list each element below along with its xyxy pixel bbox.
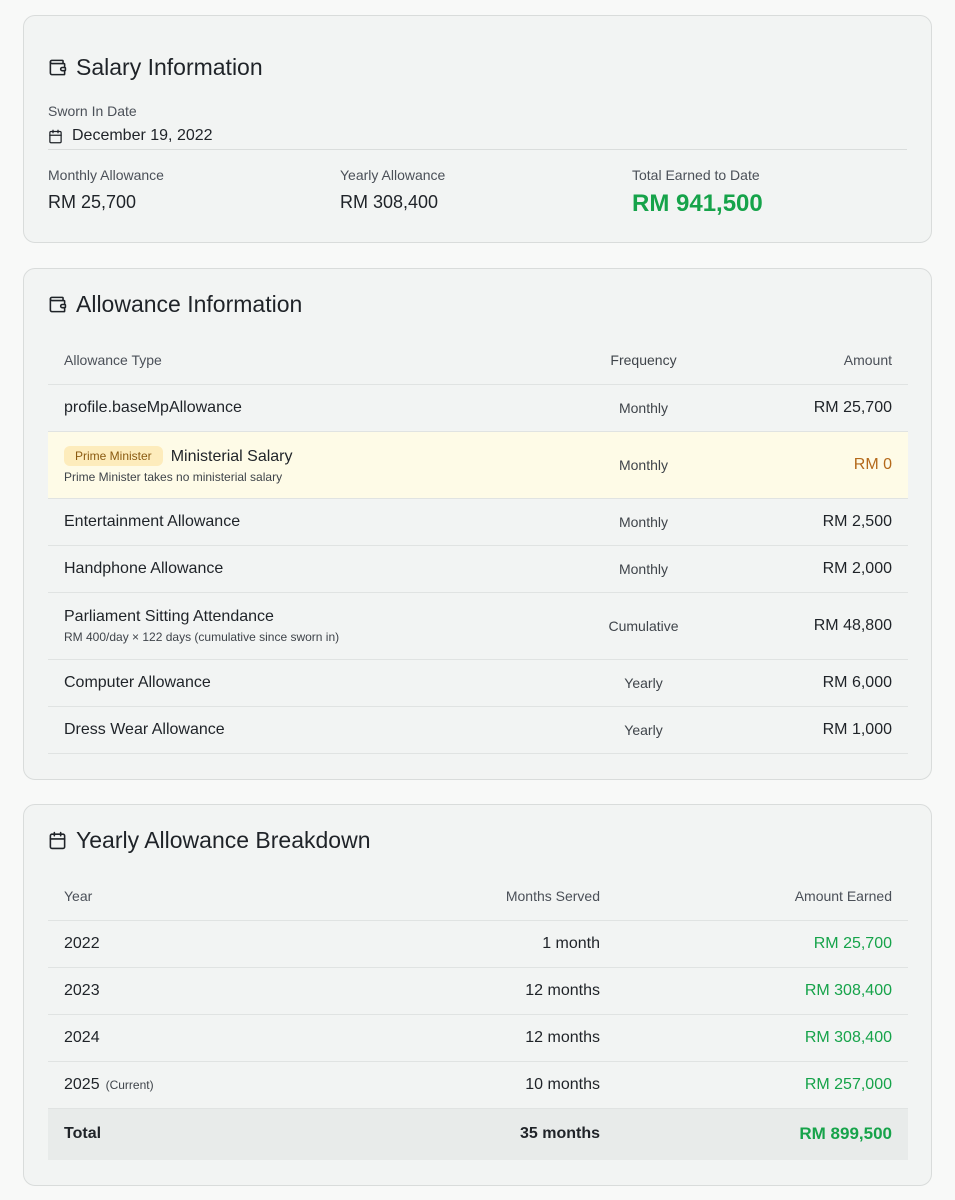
- amount-earned: RM 25,700: [813, 934, 892, 952]
- allowance-note: Prime Minister takes no ministerial salary: [64, 469, 283, 484]
- allowance-type-cell: [48, 431, 560, 498]
- header-amount: Amount: [843, 352, 892, 369]
- year-text: 2025: [64, 1075, 100, 1093]
- allowance-card-title: Allowance Information: [76, 290, 303, 317]
- sworn-in-date-text: December 19, 2022: [72, 127, 213, 144]
- allowance-information-card: [23, 268, 932, 780]
- months-served: 10 months: [525, 1075, 600, 1093]
- allowance-amount: RM 0: [853, 455, 892, 473]
- allowance-type: Handphone Allowance: [64, 559, 224, 577]
- allowance-frequency: Yearly: [624, 721, 663, 738]
- year-cell-current: [48, 1061, 388, 1108]
- table-row: [48, 1061, 908, 1108]
- total-months: 35 months: [519, 1125, 600, 1143]
- table-row: [48, 545, 908, 592]
- calendar-icon: [48, 129, 63, 144]
- amount-earned: RM 308,400: [804, 1028, 892, 1046]
- allowance-type-cell: [48, 592, 560, 659]
- allowance-table-header: [48, 337, 908, 384]
- table-row: [48, 384, 908, 431]
- wallet-icon: [48, 58, 67, 77]
- yearly-card-header: [48, 825, 371, 855]
- allowance-amount: RM 1,000: [822, 720, 892, 738]
- yearly-allowance-value: RM 308,400: [340, 192, 439, 212]
- sworn-in-label: Sworn In Date: [48, 103, 137, 119]
- current-year-note: (Current): [105, 1077, 154, 1092]
- total-row: [48, 1108, 908, 1160]
- total-earned-stat: [632, 167, 763, 218]
- allowance-amount: RM 2,500: [822, 512, 892, 530]
- wallet-icon: [48, 295, 67, 314]
- allowance-note: RM 400/day × 122 days (cumulative since sworn in): [64, 629, 340, 644]
- salary-divider: [48, 149, 907, 150]
- total-earned-label: Total Earned to Date: [632, 167, 760, 183]
- header-months-served: Months Served: [505, 888, 600, 905]
- prime-minister-badge: Prime Minister: [64, 446, 163, 466]
- table-row: [48, 659, 908, 706]
- allowance-type: Entertainment Allowance: [64, 512, 241, 530]
- header-amount-earned: Amount Earned: [794, 888, 892, 905]
- months-served: 12 months: [525, 1028, 600, 1046]
- table-row: [48, 431, 908, 498]
- table-row: [48, 498, 908, 545]
- table-row: [48, 592, 908, 659]
- yearly-allowance-label: Yearly Allowance: [340, 167, 446, 183]
- monthly-allowance-value: RM 25,700: [48, 192, 137, 212]
- table-row: [48, 1014, 908, 1061]
- allowance-type: profile.baseMpAllowance: [64, 398, 242, 416]
- allowance-type: Computer Allowance: [64, 673, 211, 691]
- monthly-allowance-label: Monthly Allowance: [48, 167, 164, 183]
- yearly-allowance-stat: [340, 167, 445, 213]
- total-amount: RM 899,500: [799, 1124, 892, 1144]
- table-row: [48, 706, 908, 753]
- total-earned-value: RM 941,500: [632, 190, 763, 217]
- salary-card-title: Salary Information: [76, 53, 263, 80]
- allowance-frequency: Monthly: [618, 399, 669, 416]
- year-cell: 2023: [64, 981, 100, 999]
- header-allowance-type: Allowance Type: [64, 352, 162, 369]
- allowance-type: Ministerial Salary: [170, 447, 293, 465]
- header-frequency: Frequency: [610, 352, 677, 369]
- monthly-allowance-stat: [48, 167, 164, 213]
- calendar-icon: [48, 831, 67, 850]
- table-row: [48, 967, 908, 1014]
- allowance-table: [48, 337, 908, 754]
- months-served: 12 months: [525, 981, 600, 999]
- allowance-frequency: Yearly: [624, 674, 663, 691]
- sworn-in-date: [48, 127, 213, 145]
- months-served: 1 month: [542, 934, 600, 952]
- header-year: Year: [64, 888, 93, 905]
- allowance-frequency: Monthly: [618, 513, 669, 530]
- allowance-amount: RM 25,700: [813, 398, 892, 416]
- yearly-breakdown-card: [23, 804, 932, 1186]
- allowance-amount: RM 48,800: [813, 616, 892, 634]
- salary-information-card: [23, 15, 932, 243]
- allowance-type: Parliament Sitting Attendance: [64, 607, 274, 625]
- allowance-amount: RM 2,000: [822, 559, 892, 577]
- allowance-card-header: [48, 289, 302, 319]
- year-cell: 2022: [64, 934, 100, 952]
- allowance-frequency: Monthly: [618, 456, 669, 473]
- amount-earned: RM 257,000: [804, 1075, 892, 1093]
- total-label: Total: [64, 1125, 102, 1143]
- salary-card-header: [48, 52, 263, 82]
- allowance-frequency: Cumulative: [608, 617, 679, 634]
- table-row: [48, 920, 908, 967]
- allowance-frequency: Monthly: [618, 560, 669, 577]
- yearly-card-title: Yearly Allowance Breakdown: [76, 826, 371, 853]
- allowance-amount: RM 6,000: [822, 673, 892, 691]
- year-cell: 2024: [64, 1028, 100, 1046]
- amount-earned: RM 308,400: [804, 981, 892, 999]
- allowance-type: Dress Wear Allowance: [64, 720, 225, 738]
- yearly-table-header: [48, 873, 908, 920]
- yearly-breakdown-table: [48, 873, 908, 1160]
